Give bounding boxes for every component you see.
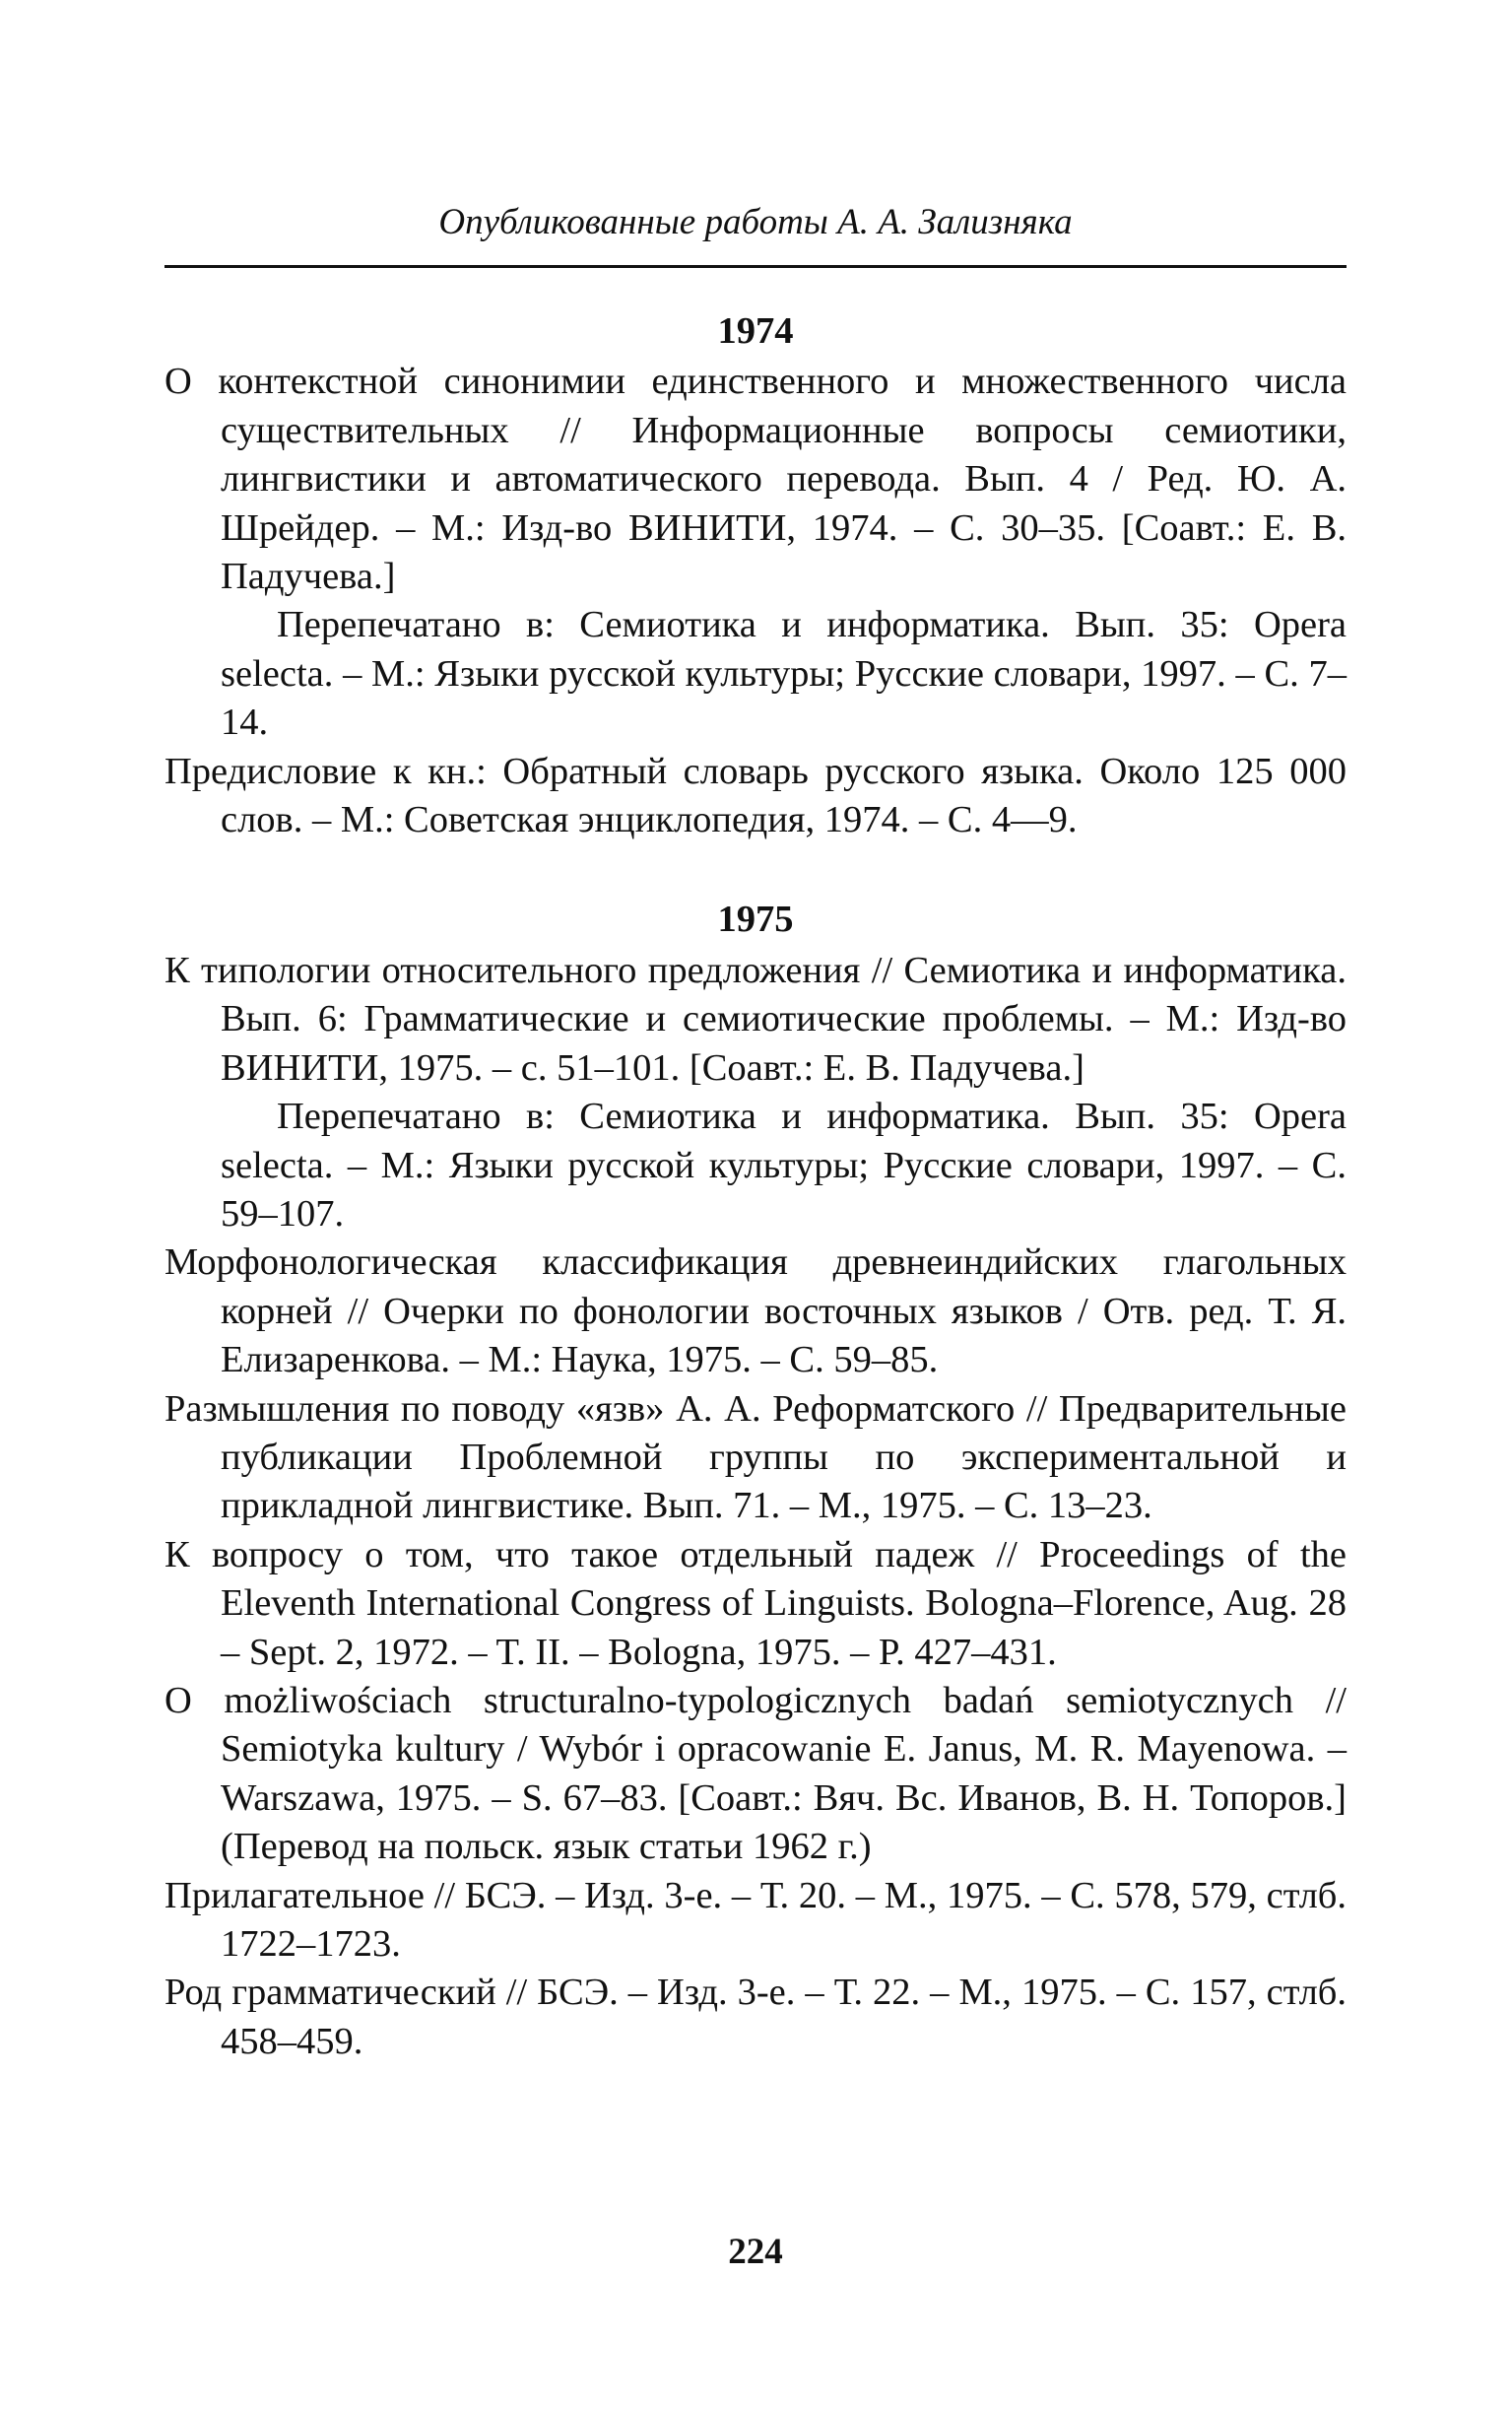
bibliography-entry: Прилагательное // БСЭ. – Изд. 3-е. – Т. 20. – М., 1975. – С. 578, 579, стлб. 1722–1723. [164, 1874, 1347, 1965]
page-number: 224 [728, 2232, 783, 2272]
bibliography-body [164, 307, 1347, 2066]
bibliography-entry: Род грамматический // БСЭ. – Изд. 3-е. – Т. 22. – М., 1975. – С. 157, стлб. 458–459. [164, 1972, 1347, 2062]
year-heading: 1974 [717, 310, 794, 352]
bibliography-entry: Размышления по поводу «язв» А. А. Реформатского // Предварительные публикации Проблемной группы по экспериментальной и прикладной лингвистике. Вып. 71. – М., 1975. – С. 13–23. [164, 1387, 1347, 1527]
bibliography-entry: O możliwościach structuralno-typologicznych badań semiotycznych // Semiotyka kultury / Wybór i opracowanie E. Janus, M. R. Mayenowa. – Warszawa, 1975. – S. 67–83. [Соавт.: Вяч. Вс. Иванов, В. Н. Топоров.] (Перевод на польск. язык статьи 1962 г.) [164, 1679, 1347, 1868]
bibliography-entry: К вопросу о том, что такое отдельный падеж // Proceedings of the Eleventh International Congress of Linguists. Bologna–Florence, Aug. 28 – Sept. 2, 1972. – T. II. – Bologna, 1975. – P. 427–431. [164, 1533, 1347, 1673]
bibliography-entry: О контекстной синонимии единственного и множественного числа существительных // Информационные вопросы семиотики, лингвистики и автоматического перевода. Вып. 4 / Ред. Ю. А. Шрейдер. – М.: Изд-во ВИНИТИ, 1974. – С. 30–35. [Соавт.: Е. В. Падучева.] [164, 361, 1347, 598]
running-head: Опубликованные работы А. А. Зализняка [438, 202, 1073, 242]
year-heading: 1975 [717, 899, 794, 941]
section-spacer [164, 844, 1347, 896]
reprint-note: Перепечатано в: Семиотика и информатика. Вып. 35: Opera selecta. – М.: Языки русской культуры; Русские словари, 1997. – С. 59–107. [221, 1096, 1347, 1235]
bibliography-entry: Предисловие к кн.: Обратный словарь русского языка. Около 125 000 слов. – М.: Советская энциклопедия, 1974. – С. 4—9. [164, 750, 1347, 841]
bibliography-entry: Морфонологическая классификация древнеиндийских глагольных корней // Очерки по фонологии восточных языков / Отв. ред. Т. Я. Елизаренкова. – М.: Наука, 1975. – С. 59–85. [164, 1241, 1347, 1381]
reprint-note: Перепечатано в: Семиотика и информатика. Вып. 35: Opera selecta. – М.: Языки русской культуры; Русские словари, 1997. – С. 7–14. [221, 604, 1347, 744]
bibliography-entry: К типологии относительного предложения // Семиотика и информатика. Вып. 6: Грамматические и семиотические проблемы. – М.: Изд-во ВИНИТИ, 1975. – с. 51–101. [Соавт.: Е. В. Падучева.] [164, 949, 1347, 1089]
header-rule [164, 265, 1347, 268]
